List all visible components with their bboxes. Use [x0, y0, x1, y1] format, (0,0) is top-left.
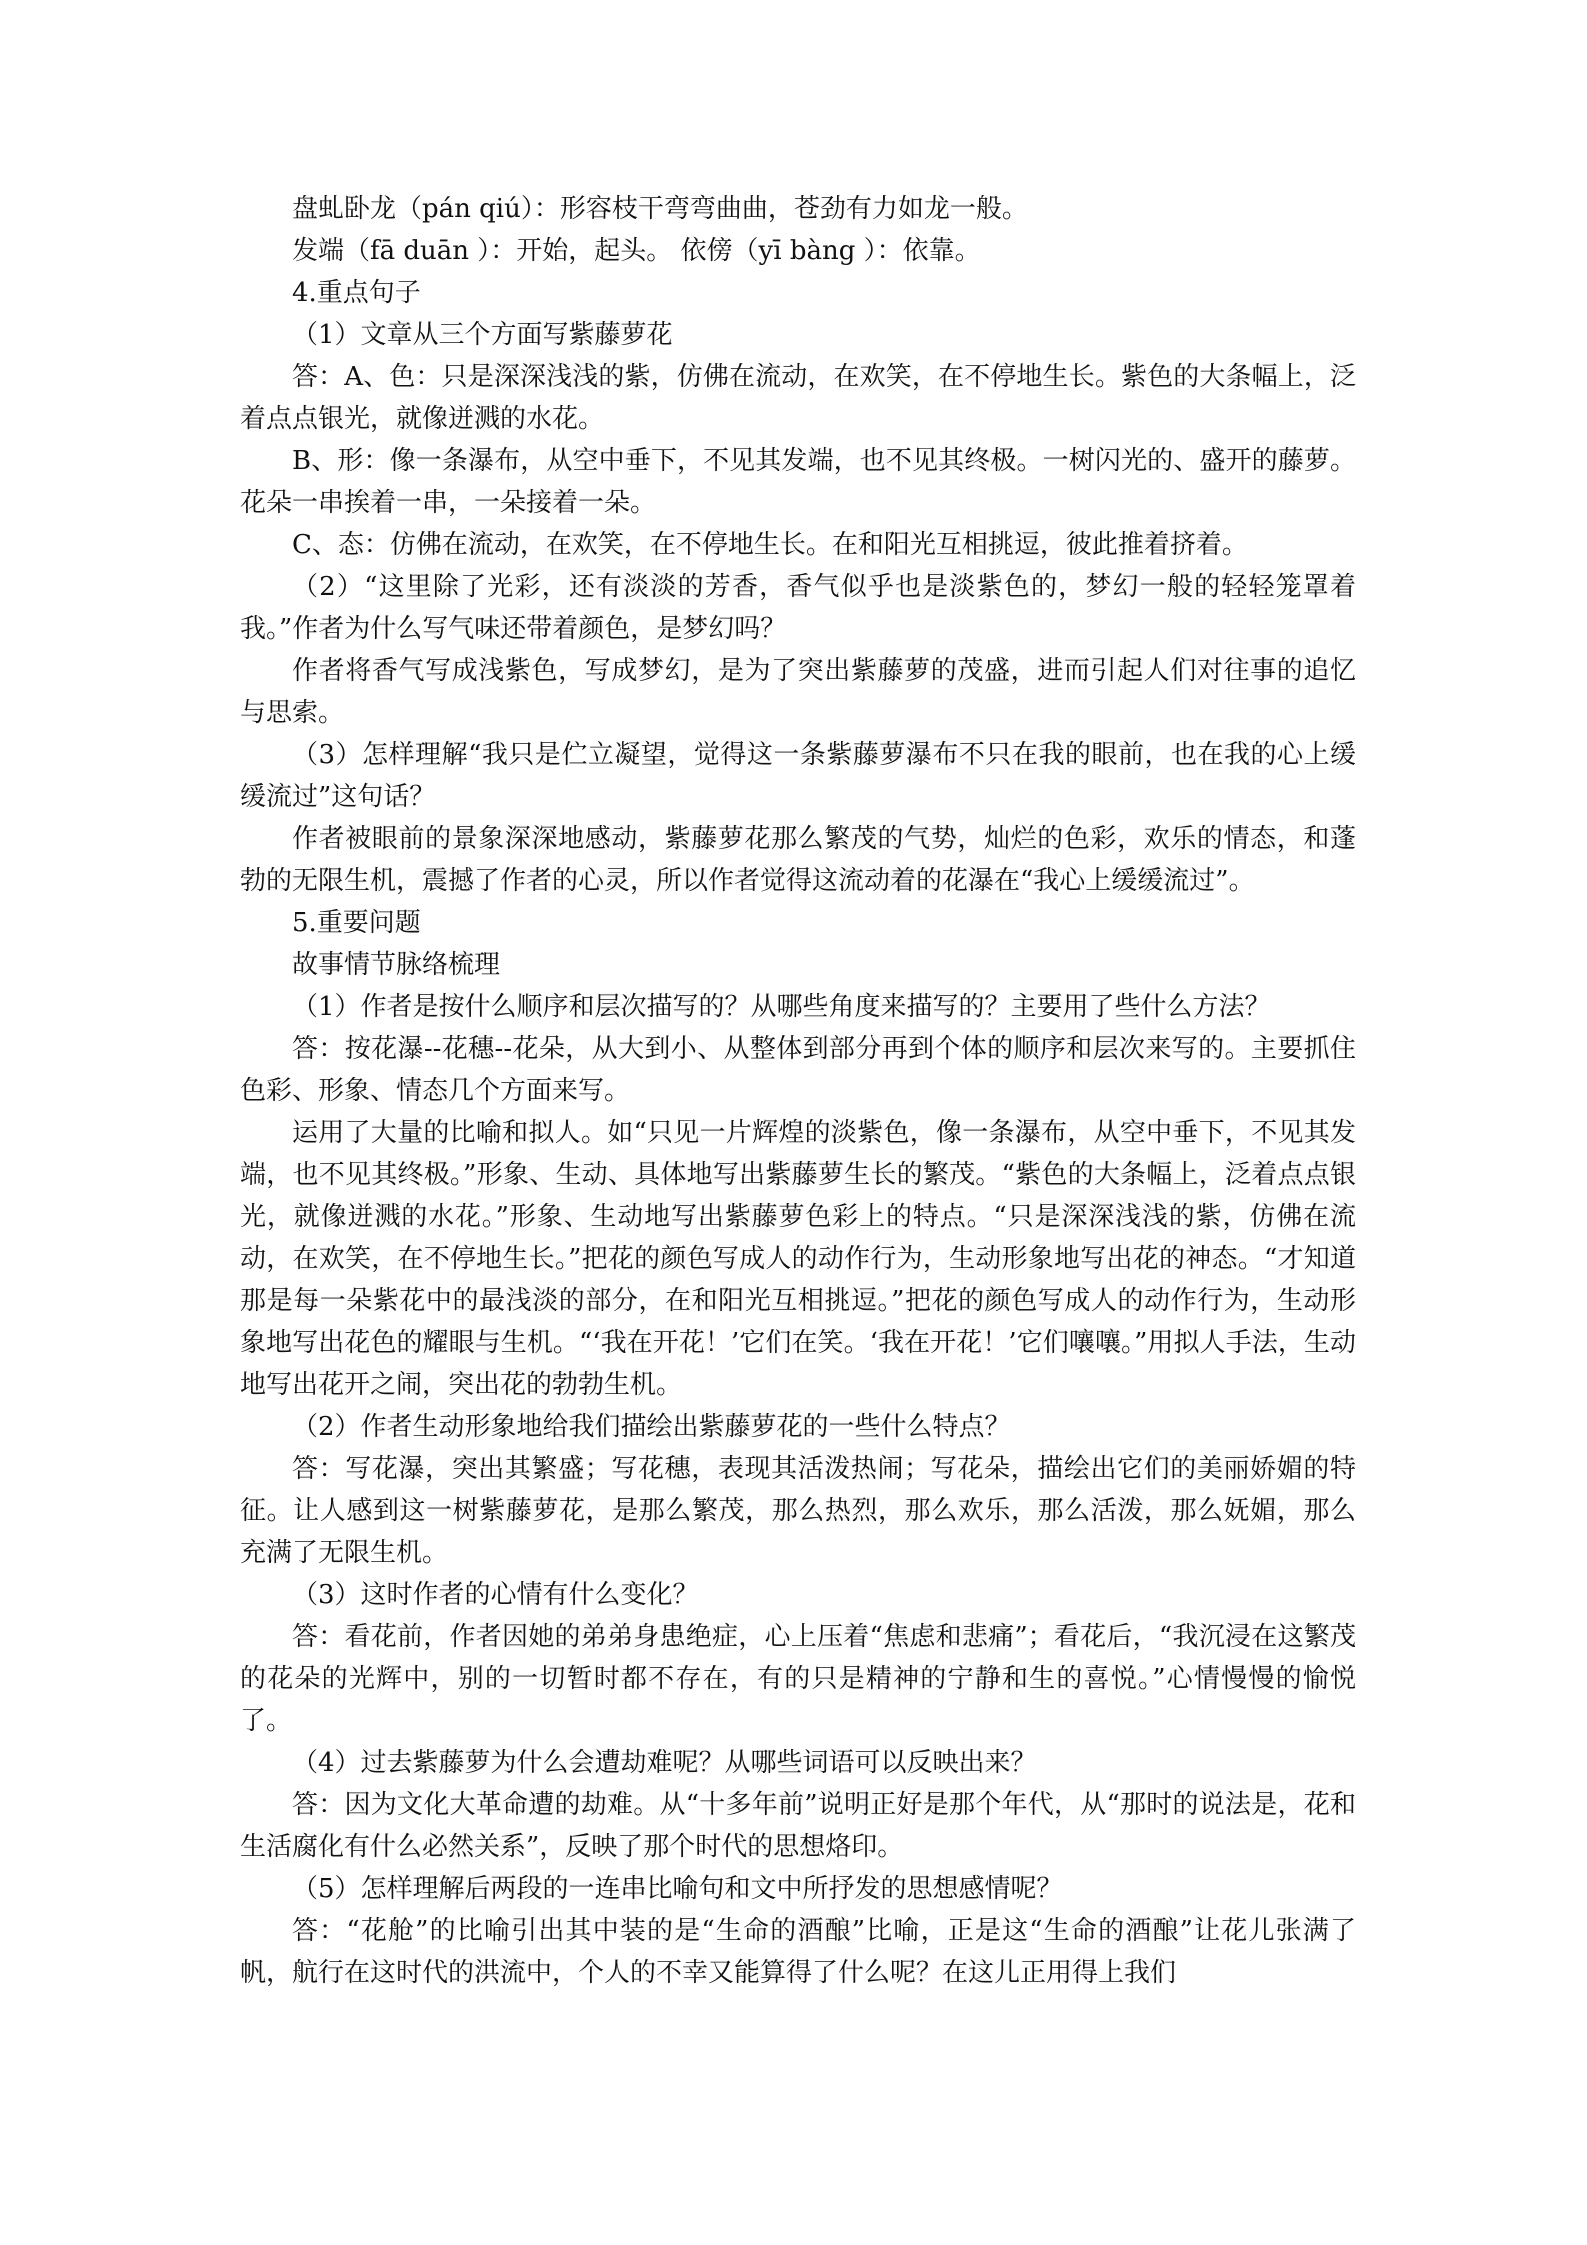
answer-shape: B、形：像一条瀑布，从空中垂下，不见其发端，也不见其终极。一树闪光的、盛开的藤萝。花朵一串挨着一串，一朵接着一朵。 — [240, 446, 1356, 518]
important-answer-1: 答：按花瀑--花穗--花朵，从大到小、从整体到部分再到个体的顺序和层次来写的。主要抓住色彩、形象、情态几个方面来写。 — [240, 1034, 1356, 1106]
important-question-4: （4）过去紫藤萝为什么会遭劫难呢？从哪些词语可以反映出来？ — [292, 1748, 1037, 1778]
important-answer-3: 答：看花前，作者因她的弟弟身患绝症，心上压着“焦虑和悲痛”；看花后，“我沉浸在这繁茂的花朵的光辉中，别的一切暂时都不存在，有的只是精神的宁静和生的喜悦。”心情慢慢的愉悦了。 — [240, 1622, 1356, 1736]
important-question-2: （2）作者生动形象地给我们描绘出紫藤萝花的一些什么特点？ — [292, 1412, 1011, 1442]
document-page — [240, 188, 1356, 1994]
important-answer-2: 答：写花瀑，突出其繁盛；写花穗，表现其活泼热闹；写花朵，描绘出它们的美丽娇媚的特征。让人感到这一树紫藤萝花，是那么繁茂，那么热烈，那么欢乐，那么活泼，那么妩媚，那么充满了无限生机。 — [240, 1454, 1356, 1568]
question-1-heading: （1）文章从三个方面写紫藤萝花 — [292, 320, 673, 350]
answer-state: C、态：仿佛在流动，在欢笑，在不停地生长。在和阳光互相挑逗，彼此推着挤着。 — [292, 530, 1248, 560]
answer-3: 作者被眼前的景象深深地感动，紫藤萝花那么繁茂的气势，灿烂的色彩，欢乐的情态，和蓬勃的无限生机，震撼了作者的心灵，所以作者觉得这流动着的花瀑在“我心上缓缓流过”。 — [240, 824, 1356, 896]
rhetoric-analysis: 运用了大量的比喻和拟人。如“只见一片辉煌的淡紫色，像一条瀑布，从空中垂下，不见其发端，也不见其终极。”形象、生动、具体地写出紫藤萝生长的繁茂。“紫色的大条幅上，泛着点点银光，就像迸溅的水花。”形象、生动地写出紫藤萝色彩上的特点。“只是深深浅浅的紫，仿佛在流动，在欢笑，在不停地生长。”把花的颜色写成人的动作行为，生动形象地写出花的神态。“才知道那是每一朵紫花中的最浅淡的部分，在和阳光互相挑逗。”把花的颜色写成人的动作行为，生动形象地写出花色的耀眼与生机。“‘我在开花！’它们在笑。‘我在开花！’它们嚷嚷。”用拟人手法，生动地写出花开之闹，突出花的勃勃生机。 — [240, 1118, 1356, 1400]
answer-2: 作者将香气写成浅紫色，写成梦幻，是为了突出紫藤萝的茂盛，进而引起人们对往事的追忆与思索。 — [240, 656, 1356, 728]
question-2: （2）“这里除了光彩，还有淡淡的芳香，香气似乎也是淡紫色的，梦幻一般的轻轻笼罩着我。”作者为什么写气味还带着颜色，是梦幻吗？ — [240, 572, 1356, 644]
vocab-faduan-yibang: 发端（fā duān ）：开始，起头。 依傍（yī bàng ）：依靠。 — [292, 236, 981, 266]
subheading-plot-outline: 故事情节脉络梳理 — [292, 950, 501, 980]
important-question-1: （1）作者是按什么顺序和层次描写的？从哪些角度来描写的？主要用了些什么方法？ — [292, 992, 1271, 1022]
important-question-5: （5）怎样理解后两段的一连串比喻句和文中所抒发的思想感情呢？ — [292, 1874, 1063, 1904]
important-question-3: （3）这时作者的心情有什么变化？ — [292, 1580, 699, 1610]
important-answer-4: 答：因为文化大革命遭的劫难。从“十多年前”说明正好是那个年代，从“那时的说法是，花和生活腐化有什么必然关系”，反映了那个时代的思想烙印。 — [240, 1790, 1356, 1862]
answer-color: 答：A、色：只是深深浅浅的紫，仿佛在流动，在欢笑，在不停地生长。紫色的大条幅上，泛着点点银光，就像迸溅的水花。 — [240, 362, 1356, 434]
question-3: （3）怎样理解“我只是伫立凝望，觉得这一条紫藤萝瀑布不只在我的眼前，也在我的心上缓缓流过”这句话？ — [240, 740, 1356, 812]
section-heading-key-sentences: 4.重点句子 — [292, 278, 421, 308]
important-answer-5: 答：“花舱”的比喻引出其中装的是“生命的酒酿”比喻，正是这“生命的酒酿”让花儿张满了帆，航行在这时代的洪流中，个人的不幸又能算得了什么呢？在这儿正用得上我们 — [240, 1916, 1356, 1988]
section-heading-important-questions: 5.重要问题 — [292, 908, 421, 938]
vocab-panqiu: 盘虬卧龙（pán qiú）：形容枝干弯弯曲曲，苍劲有力如龙一般。 — [292, 194, 1028, 224]
